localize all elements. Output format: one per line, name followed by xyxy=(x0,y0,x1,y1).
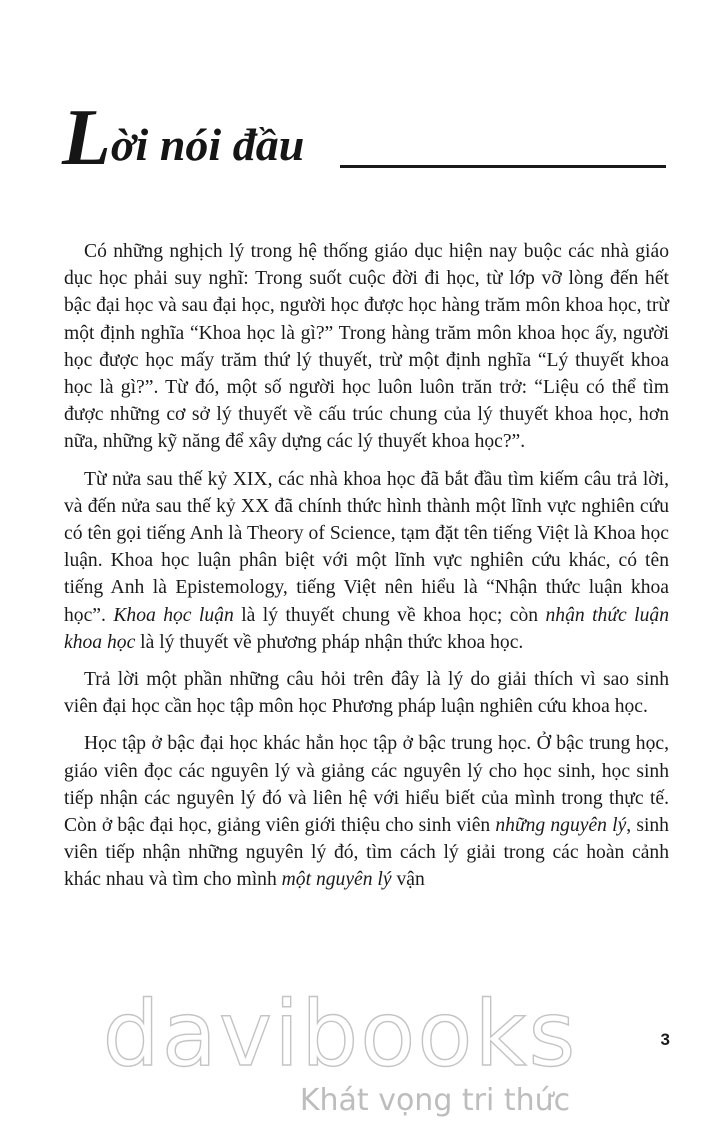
italic-text: một nguyên lý xyxy=(281,869,392,891)
watermark-brand: davibooks xyxy=(102,982,578,1087)
heading-drop-letter: L xyxy=(62,94,111,182)
text-run: vận xyxy=(391,869,425,891)
italic-text: những nguyên lý xyxy=(495,815,627,837)
italic-text: Khoa học luận xyxy=(113,604,234,626)
paragraph xyxy=(64,730,669,893)
text-run: Học tập ở bậc đại học khác hẳn học tập ở bậc trung học. Ở bậc trung học, giáo viên đọc các nguyên lý và giảng các nguyên lý cho học sinh, học sinh tiếp nhận các nguyên lý đó và liên hệ với hiểu biết của mình trong thực tế. Còn ở bậc đại học, giảng viên giới thiệu cho sinh viên xyxy=(64,733,669,837)
paragraph xyxy=(64,238,669,456)
body-text xyxy=(64,238,669,904)
italic-text: nhận thức luận khoa học xyxy=(64,604,669,653)
text-run: Trả lời một phần những câu hỏi trên đây là lý do giải thích vì sao sinh viên đại học cần học tập môn học Phương pháp luận nghiên cứu khoa học. xyxy=(64,669,669,718)
watermark-tagline: Khát vọng tri thức xyxy=(299,1083,571,1118)
text-run: là lý thuyết về phương pháp nhận thức khoa học. xyxy=(135,631,524,653)
text-run: , sinh viên tiếp nhận những nguyên lý đó, tìm cách lý giải trong các hoàn cảnh khác nhau và tìm cho mình xyxy=(64,815,669,891)
paragraph xyxy=(64,666,669,720)
page-number: 3 xyxy=(660,1030,670,1049)
chapter-heading xyxy=(62,94,672,190)
heading-title xyxy=(62,94,305,182)
text-run: Có những nghịch lý trong hệ thống giáo dục hiện nay buộc các nhà giáo dục học phải suy nghĩ: Trong suốt cuộc đời đi học, từ lớp vỡ lòng đến hết bậc đại học và sau đại học, người học được học hàng trăm môn khoa học, trừ một định nghĩa “Khoa học là gì?” Trong hàng trăm môn khoa học ấy, người học được học mấy trăm thứ lý thuyết, trừ một định nghĩa “Lý thuyết khoa học là gì?”. Từ đó, một số người học luôn luôn trăn trở: “Liệu có thể tìm được những cơ sở lý thuyết về cấu trúc chung của lý thuyết khoa học, hơn nữa, những kỹ năng để xây dựng các lý thuyết khoa học?”. xyxy=(64,241,669,453)
heading-rule xyxy=(340,165,666,168)
paragraph xyxy=(64,466,669,656)
text-run: Từ nửa sau thế kỷ XIX, các nhà khoa học đã bắt đầu tìm kiếm câu trả lời, và đến nửa sau thế kỷ XX đã chính thức hình thành một lĩnh vực nghiên cứu có tên gọi tiếng Anh là Theory of Science, tạm đặt tên tiếng Việt là Khoa học luận. Khoa học luận phân biệt với một lĩnh vực nghiên cứu khác, có tên tiếng Anh là Epistemology, tiếng Việt nên hiểu là “Nhận thức luận khoa học”. xyxy=(64,468,669,626)
watermark xyxy=(0,982,710,1118)
text-run: là lý thuyết chung về khoa học; còn xyxy=(233,604,546,626)
heading-title-rest: ời nói đầu xyxy=(110,119,305,170)
